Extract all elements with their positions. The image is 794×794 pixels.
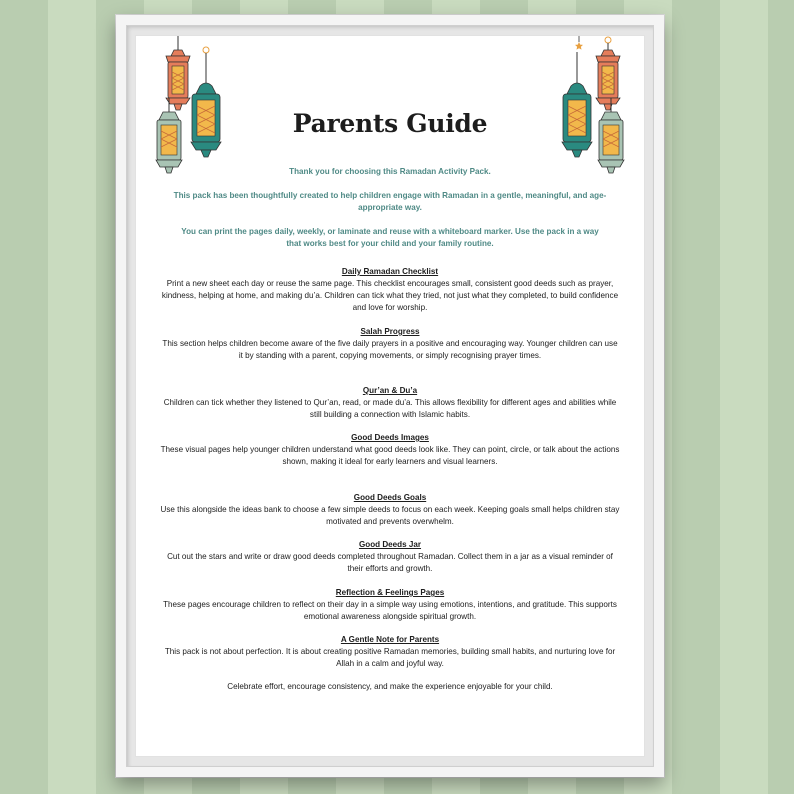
section-body: These pages encourage children to reflect on their day in a simple way using emotions, intentions, and gratitude. This supports emotional awareness alongside spiritual growth. bbox=[163, 600, 617, 621]
section-gentle-note bbox=[160, 634, 620, 670]
section-body: This section helps children become aware of the five daily prayers in a positive and encouraging way. Younger children can use it by standing with a parent, copying movements, or simply recognising prayer times. bbox=[162, 339, 618, 360]
section-body: This pack is not about perfection. It is about creating positive Ramadan memories, building small habits, and nurturing love for Allah in a calm and joyful way. bbox=[164, 647, 616, 668]
section-heading: Good Deeds Jar bbox=[358, 540, 422, 549]
intro-purpose: This pack has been thoughtfully created to help children engage with Ramadan in a gentle, meaningful, and age-appropriate way. bbox=[173, 191, 607, 212]
section-heading: A Gentle Note for Parents bbox=[340, 635, 440, 644]
section-quran-dua bbox=[160, 385, 620, 421]
section-heading: Good Deeds Goals bbox=[353, 493, 427, 502]
section-daily-checklist bbox=[160, 266, 620, 314]
intro-thanks: Thank you for choosing this Ramadan Activity Pack. bbox=[289, 167, 491, 176]
section-body: These visual pages help younger children understand what good deeds look like. They can point, circle, or talk about the actions shown, making it ideal for early learners and visual learners. bbox=[160, 445, 620, 466]
page-title: Parents Guide bbox=[292, 109, 488, 138]
section-body: Use this alongside the ideas bank to choose a few simple deeds to focus on each week. Keeping goals small helps children stay motivated and prevents overwhelm. bbox=[160, 505, 620, 526]
section-body: Print a new sheet each day or reuse the same page. This checklist encourages small, consistent good deeds such as prayer, kindness, helping at home, and making du’a. Children can tick what they tried, not just what they completed, to build confidence and love for worship. bbox=[161, 279, 619, 312]
section-heading: Daily Ramadan Checklist bbox=[341, 267, 439, 276]
hanging-lantern-icon bbox=[186, 46, 226, 170]
section-reflection-feelings bbox=[160, 587, 620, 623]
section-body: Children can tick whether they listened to Qur’an, read, or made du’a. This allows flexibility for different ages and abilities while still building a connection with Islamic habits. bbox=[163, 398, 617, 419]
section-salah-progress bbox=[160, 326, 620, 362]
intro-usage: You can print the pages daily, weekly, or laminate and reuse with a whiteboard marker. Use the pack in a way that works best for your child and your family routine. bbox=[181, 227, 599, 248]
section-heading: Salah Progress bbox=[360, 327, 420, 336]
closing-note: Celebrate effort, encourage consistency, and make the experience enjoyable for your child. bbox=[227, 682, 553, 691]
section-heading: Reflection & Feelings Pages bbox=[335, 588, 445, 597]
section-good-deeds-jar bbox=[160, 539, 620, 575]
section-good-deeds-images bbox=[160, 432, 620, 468]
guide-page bbox=[136, 36, 644, 756]
section-body: Cut out the stars and write or draw good deeds completed throughout Ramadan. Collect them in a jar as a visual reminder of their efforts and growth. bbox=[167, 552, 613, 573]
section-heading: Qur’an & Du’a bbox=[362, 386, 418, 395]
section-good-deeds-goals bbox=[160, 492, 620, 528]
section-heading: Good Deeds Images bbox=[351, 433, 429, 442]
